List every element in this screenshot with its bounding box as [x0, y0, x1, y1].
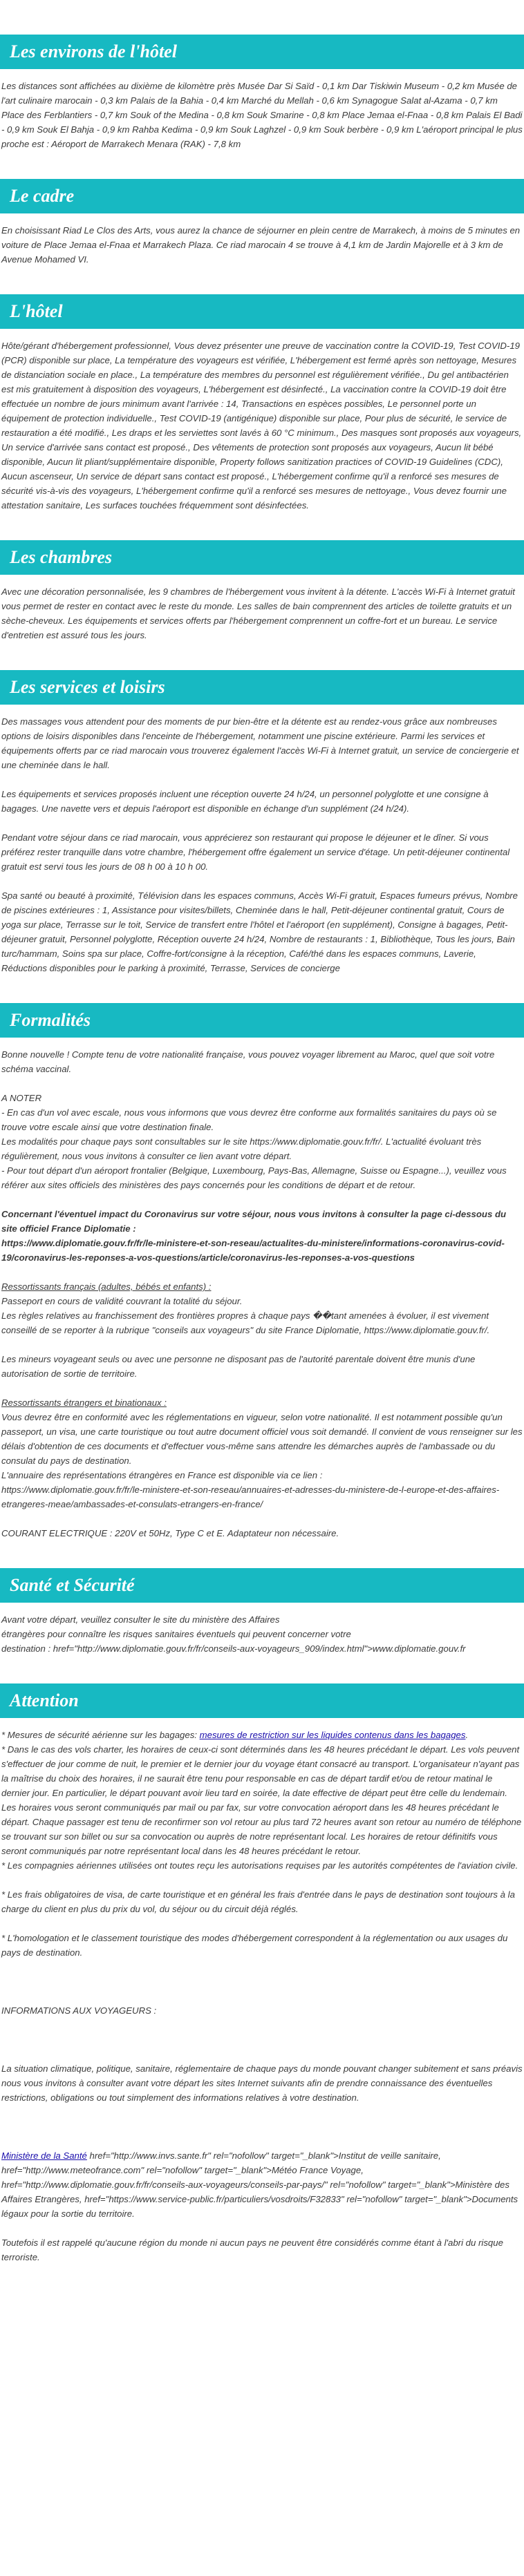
- binationals-line-3[interactable]: https://www.diplomatie.gouv.fr/fr/le-ministere-et-son-reseau/annuaires-et-adresses-du-ministere-de-l-europe-et-des-affaires-etrangeres-meae/ambassades-et-consulats-etrangers-en-france/: [1, 1485, 500, 1509]
- covid-link[interactable]: https://www.diplomatie.gouv.fr/fr/le-ministere-et-son-reseau/actualites-du-ministere/informations-coronavirus-covid-19/coronavirus-les-reponses-a-vos-questions/article/coronavirus-les-reponses-a-vos-questions: [1, 1238, 505, 1263]
- french-nationals-line-2: Les règles relatives au franchissement des frontières propres à chaque pays ��tant amenées à évoluer, il est vivement conseillé de se reporter à la rubrique "conseils aux voyageurs" du site France Diplomatie, https://www.diplomatie.gouv.fr/.: [1, 1310, 490, 1335]
- note-line-2: Les modalités pour chaque pays sont consultables sur le site https://www.diplomatie.gouv.fr/fr/. L'actualité évoluant très régulièrement, nous vous invitons à consulter ce lien avant votre départ.: [1, 1136, 482, 1161]
- section-title-hotel: L'hôtel: [0, 294, 524, 329]
- info-voyageurs-title: INFORMATIONS AUX VOYAGEURS :: [1, 2005, 157, 2016]
- section-hotel: [0, 294, 524, 513]
- electric-current: COURANT ELECTRIQUE : 220V et 50Hz, Type C et E. Adaptateur non nécessaire.: [1, 1528, 339, 1538]
- section-formalites: [0, 1003, 524, 1540]
- section-title-environs: Les environs de l'hôtel: [0, 35, 524, 69]
- section-title-services: Les services et loisirs: [0, 670, 524, 705]
- official-sites-rest: href="http://www.invs.sante.fr" rel="nofollow" target="_blank">Institut de veille sanitaire, href="http://www.meteofrance.com" rel="nofollow" target="_blank">Météo France Voyage, href="http://www.diplomatie.gouv.fr/fr/conseils-aux-voyageurs/conseils-par-pays/" rel="nofollow" target="_blank">Ministère des Affaires Etrangères, href="https://www.service-public.fr/particuliers/vosdroits/F32833" rel="nofollow" target="_blank">Documents légaux pour la sortie du territoire.: [1, 2150, 518, 2219]
- section-title-formalites: Formalités: [0, 1003, 524, 1038]
- note-line-3: - Pour tout départ d'un aéroport frontalier (Belgique, Luxembourg, Pays-Bas, Allemagne, Suisse ou Espagne...), veuillez vous référer aux sites officiels des ministères des pays concernés pour les conditions de départ et de retour.: [1, 1165, 507, 1190]
- note-line-1: - En cas d'un vol avec escale, nous vous informons que vous devrez être conforme aux formalités sanitaires du pays où se trouve votre escale ainsi que votre destination finale.: [1, 1107, 497, 1132]
- section-chambres: [0, 540, 524, 642]
- situation-line-2: nous vous invitons à consulter avant votre départ les sites Internet suivants afin de prendre connaissance des éventuelles restrictions, obligations ou tout simplement des informations relatives à votre destination.: [1, 2078, 493, 2103]
- section-environs: [0, 35, 524, 151]
- attention-baggage: [1, 1728, 523, 1742]
- sante-line-1: Avant votre départ, veuillez consulter le site du ministère des Affaires: [1, 1614, 280, 1625]
- section-title-chambres: Les chambres: [0, 540, 524, 575]
- section-cadre: [0, 179, 524, 267]
- minors-text: Les mineurs voyageant seuls ou avec une personne ne disposant pas de l'autorité parentale doivent être munis d'une autorisation de sortie de territoire.: [1, 1354, 476, 1379]
- binationals-title: Ressortissants étrangers et binationaux :: [1, 1397, 167, 1408]
- services-paragraph-3: Pendant votre séjour dans ce riad marocain, vous apprécierez son restaurant qui propose le déjeuner et le dîner. Si vous préférez rester tranquille dans votre chambre, l'hébergement offre également un service d'étage. Un petit-déjeuner continental gratuit est servi tous les jours de 08 h 00 à 10 h 00.: [1, 832, 510, 872]
- french-nationals-line-1: Passeport en cours de validité couvrant la totalité du séjour.: [1, 1296, 243, 1306]
- official-sites: [1, 2148, 523, 2221]
- sante-line-3: destination : href="http://www.diplomatie.gouv.fr/fr/conseils-aux-voyageurs_909/index.html">www.diplomatie.gouv.fr: [1, 1643, 466, 1654]
- binationals-line-2: L'annuaire des représentations étrangères en France est disponible via ce lien :: [1, 1470, 323, 1480]
- chambres-text: Avec une décoration personnalisée, les 9 chambres de l'hébergement vous invitent à la détente. L'accès Wi-Fi à Internet gratuit vous permet de rester en contact avec le reste du monde. Les salles de bain comprennent des articles de toilette gratuits et un sèche-cheveux. Les équipements et services offerts par l'hébergement comprennent un coffre-fort et un bureau. Le service d'entretien est assuré tous les jours.: [1, 586, 515, 640]
- page: [0, 35, 524, 2300]
- hotel-text: Hôte/gérant d'hébergement professionnel, Vous devez présenter une preuve de vaccination contre la COVID-19, Test COVID-19 (PCR) disponible sur place, La température des voyageurs est vérifiée, L'hébergement est fermé après son nettoyage, Mesures de distanciation sociale en place., La température des membres du personnel est régulièrement vérifiée., Du gel antibactérien est mis gratuitement à disposition des voyageurs, L'hébergement est désinfecté., La vaccination contre la COVID-19 doit être effectuée un nombre de jours minimum avant l'arrivée : 14, Transactions en espèces possibles, Le personnel porte un équipement de protection individuelle., Test COVID-19 (antigénique) disponible sur place, Pour plus de sécurité, le service de restauration a été modifié., Les draps et les serviettes sont lavés à 60 °C minimum., Des masques sont proposés aux voyageurs, Un service d'arrivée sans contact est proposé., Des vêtements de protection sont proposés aux voyageurs, Aucun lit bébé disponible, Aucun lit pliant/supplémentaire disponible, Property follows sanitization practices of COVID-19 Guidelines (CDC), Aucun ascenseur, Un service de départ sans contact est proposé., L'hébergement confirme qu'il a renforcé ses mesures de sécurité vis-à-vis des voyageurs, L'hébergement confirme qu'il a renforcé ses mesures de nettoyage., Vous devez fournir une attestation sanitaire, Les surfaces touchées fréquemment sont désinfectées.: [1, 341, 522, 511]
- section-title-attention: Attention: [0, 1683, 524, 1718]
- services-paragraph-2: Les équipements et services proposés incluent une réception ouverte 24 h/24, un personnel polyglotte et une consigne à bagages. Une navette vers et depuis l'aéroport est disponible en échange d'un supplément (24 h/24).: [1, 789, 489, 814]
- section-services: [0, 670, 524, 975]
- liquids-restriction-link[interactable]: mesures de restriction sur les liquides contenus dans les bagages: [199, 1730, 466, 1740]
- formalites-intro: Bonne nouvelle ! Compte tenu de votre nationalité française, vous pouvez voyager librement au Maroc, quel que soit votre schéma vaccinal.: [1, 1049, 495, 1074]
- ministere-sante-link[interactable]: Ministère de la Santé: [1, 2150, 87, 2161]
- section-sante: [0, 1568, 524, 1656]
- attention-charter: * Dans le cas des vols charter, les horaires de ceux-ci sont déterminés dans les 48 heures précédant le départ. Les vols peuvent s'effectuer de jour comme de nuit, le premier et le dernier jour du voyage étant consacré au transport. L'organisateur n'ayant pas la maîtrise du choix des horaires, il ne saurait être tenu pour responsable en cas de départ tardif et/ou de retour matinal le dernier jour. En particulier, le départ pouvant avoir lieu tard en soirée, la date effective de départ peut être celle du lendemain. Les horaires vous seront communiqués par mail ou par fax, sur votre convocation aéroport dans les 48 heures précédant le départ. Chaque passager est tenu de reconfirmer son vol retour au plus tard 72 heures avant son retour au numéro de téléphone se trouvant sur son billet ou sur sa convocation ou auprès de notre représentant local. Les horaires de retour définitifs vous seront communiqués par notre représentant local dans les 48 heures précédant le retour.: [1, 1744, 522, 1856]
- section-title-sante: Santé et Sécurité: [0, 1568, 524, 1603]
- terrorism-warning: Toutefois il est rappelé qu'aucune région du monde ni aucun pays ne peuvent être considérés comme étant à l'abri du risque terroriste.: [1, 2238, 503, 2262]
- covid-title: Concernant l'éventuel impact du Coronavirus sur votre séjour, nous vous invitons à consulter la page ci-dessous du site officiel France Diplomatie :: [1, 1209, 507, 1234]
- section-title-cadre: Le cadre: [0, 179, 524, 213]
- attention-fees: * Les frais obligatoires de visa, de carte touristique et en général les frais d'entrée dans le pays de destination sont toujours à la charge du client en plus du prix du vol, du séjour ou du circuit déjà réglés.: [1, 1889, 515, 1914]
- sante-line-2: étrangères pour connaître les risques sanitaires éventuels qui peuvent concerner votre: [1, 1629, 351, 1639]
- environs-text: Les distances sont affichées au dixième de kilomètre près Musée Dar Si Saïd - 0,1 km Dar Tiskiwin Museum - 0,2 km Musée de l'art culinaire marocain - 0,3 km Palais de la Bahia - 0,4 km Marché du Mellah - 0,6 km Synagogue Salat al-Azama - 0,7 km Place des Ferblantiers - 0,7 km Souk of the Medina - 0,8 km Souk Smarine - 0,8 km Place Jemaa el-Fnaa - 0,8 km Palais El Badi - 0,9 km Souk El Bahja - 0,9 km Rahba Kedima - 0,9 km Souk Laghzel - 0,9 km Souk berbère - 0,9 km L'aéroport principal le plus proche est : Aéroport de Marrakech Menara (RAK) - 7,8 km: [1, 81, 523, 149]
- situation-line-1: La situation climatique, politique, sanitaire, réglementaire de chaque pays du monde pouvant changer subitement et sans préavis: [1, 2063, 523, 2074]
- attention-airlines: * Les compagnies aériennes utilisées ont toutes reçu les autorisations requises par les autorités compétentes de l'aviation civile.: [1, 1860, 518, 1871]
- attention-homologation: * L'homologation et le classement touristique des modes d'hébergement correspondent à la réglementation ou aux usages du pays de destination.: [1, 1933, 508, 1958]
- attention-baggage-prefix: * Mesures de sécurité aérienne sur les bagages:: [1, 1730, 200, 1740]
- section-attention: [0, 1683, 524, 2264]
- services-paragraph-1: Des massages vous attendent pour des moments de pur bien-être et la détente est au rendez-vous grâce aux nombreuses options de loisirs disponibles dans l'enceinte de l'hébergement, notamment une piscine extérieure. Parmi les services et équipements offerts par ce riad marocain vous trouverez également l'accès Wi-Fi à Internet gratuit, un service de conciergerie et une cheminée dans le hall.: [1, 716, 519, 770]
- attention-baggage-suffix: .: [465, 1730, 469, 1740]
- note-title: A NOTER: [1, 1093, 42, 1103]
- french-nationals-title: Ressortissants français (adultes, bébés et enfants) :: [1, 1281, 212, 1292]
- services-paragraph-4: Spa santé ou beauté à proximité, Télévision dans les espaces communs, Accès Wi-Fi gratuit, Espaces fumeurs prévus, Nombre de piscines extérieures : 1, Assistance pour visites/billets, Cheminée dans le hall, Petit-déjeuner continental gratuit, Cours de yoga sur place, Terrasse sur le toit, Service de transfert entre l'hôtel et l'aéroport (en supplément), Consigne à bagages, Petit-déjeuner gratuit, Personnel polyglotte, Réception ouverte 24 h/24, Nombre de restaurants : 1, Bibliothèque, Tous les jours, Bain turc/hammam, Soins spa sur place, Coffre-fort/consigne à la réception, Café/thé dans les espaces communs, Laverie, Réductions disponibles pour le parking à proximité, Terrasse, Services de concierge: [1, 890, 518, 973]
- binationals-line-1: Vous devrez être en conformité avec les réglementations en vigueur, selon votre nationalité. Il est notamment possible qu'un passeport, un visa, une carte touristique ou tout autre document officiel vous soit demandé. Il convient de vous renseigner sur les délais d'obtention de ces documents et d'effectuer vous-même sans attendre les démarches auprès de l'ambassade ou du consulat du pays de destination.: [1, 1412, 523, 1466]
- cadre-text: En choisissant Riad Le Clos des Arts, vous aurez la chance de séjourner en plein centre de Marrakech, à moins de 5 minutes en voiture de Place Jemaa el-Fnaa et Marrakech Plaza. Ce riad marocain 4 se trouve à 4,1 km de Jardin Majorelle et à 3 km de Avenue Mohamed VI.: [1, 225, 521, 265]
